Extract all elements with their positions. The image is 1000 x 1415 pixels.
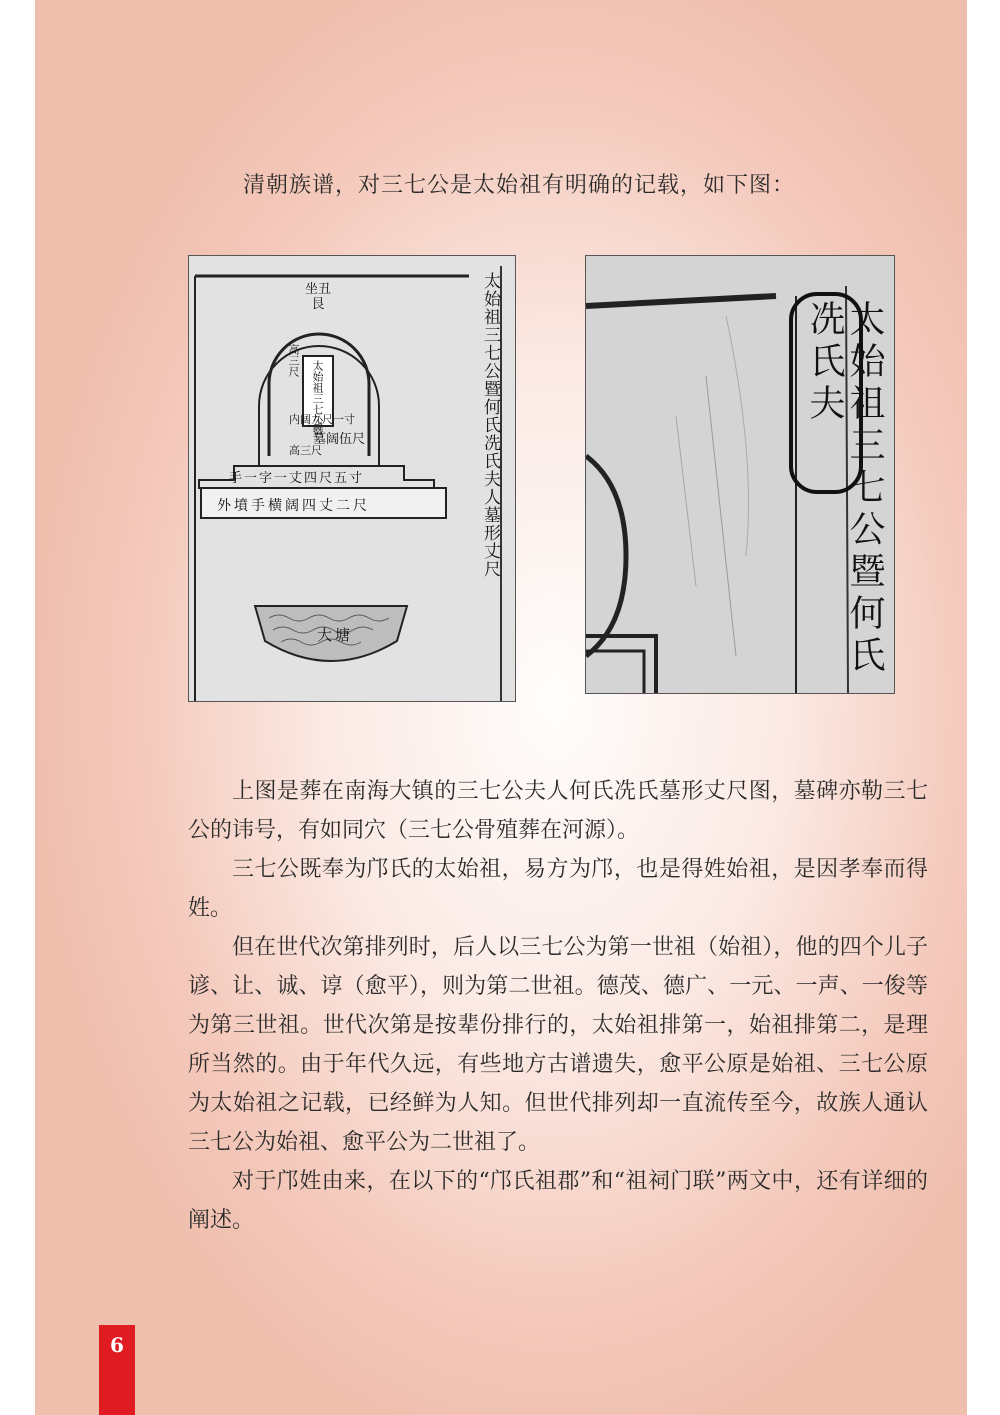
paragraph: 三七公既奉为邝氏的太始祖，易方为邝，也是得姓始祖，是因孝奉而得姓。: [188, 857, 928, 921]
pond-label: 大塘: [317, 626, 354, 644]
inner-width-label: 内阔九尺一寸: [289, 413, 355, 426]
paragraph: 上图是葬在南海大镇的三七公夫人何氏冼氏墓形丈尺图，墓碑亦勒三七公的讳号，有如同穴（三七公骨殖葬在河源）。: [188, 779, 928, 843]
dimension-row-2: 外墳手横阔四丈二尺: [217, 498, 370, 514]
paragraph: 对于邝姓由来，在以下的“邝氏祖郡”和“祖祠门联”两文中，还有详细的阐述。: [188, 1169, 928, 1233]
dimension-row-1: 手一字一丈四尺五寸: [229, 471, 365, 486]
tomb-plan-title-column: 太始祖三七公暨何氏冼氏夫人墓形丈尺: [480, 272, 500, 578]
orientation-label: 坐丑艮: [304, 282, 331, 312]
page-number: 6: [99, 1325, 135, 1415]
paragraph: 但在世代次第排列时，后人以三七公为第一世祖（始祖），他的四个儿子谚、让、诚、谆（愈平），则为第二世祖。德茂、德广、一元、一声、一俊等为第三世祖。世代次第是按辈份排行的，太始祖排第一，始祖排第二，是理所当然的。由于年代久远，有些地方古谱遗失，愈平公原是始祖、三七公原为太始祖之记载，已经鲜为人知。但世代排列却一直流传至今，故族人通认三七公为始祖、愈平公为二世祖了。: [188, 935, 928, 1155]
inscription-detail-image: [585, 255, 895, 694]
intro-text: 清朝族谱，对三七公是太始祖有明确的记载，如下图：: [243, 173, 796, 198]
tomb-width-label: 墓阔伍尺: [313, 432, 366, 447]
inscription-detail-column: 太始祖三七公暨何氏冼氏夫: [804, 300, 885, 678]
body-text: [188, 772, 928, 1240]
page: [35, 0, 967, 1415]
tomb-height-label-2: 高三尺: [289, 444, 322, 457]
tomb-inscription: 太始祖三七公暨: [311, 360, 324, 437]
tomb-height-label: 高三尺: [287, 344, 300, 377]
tomb-plan-image: [188, 255, 516, 702]
